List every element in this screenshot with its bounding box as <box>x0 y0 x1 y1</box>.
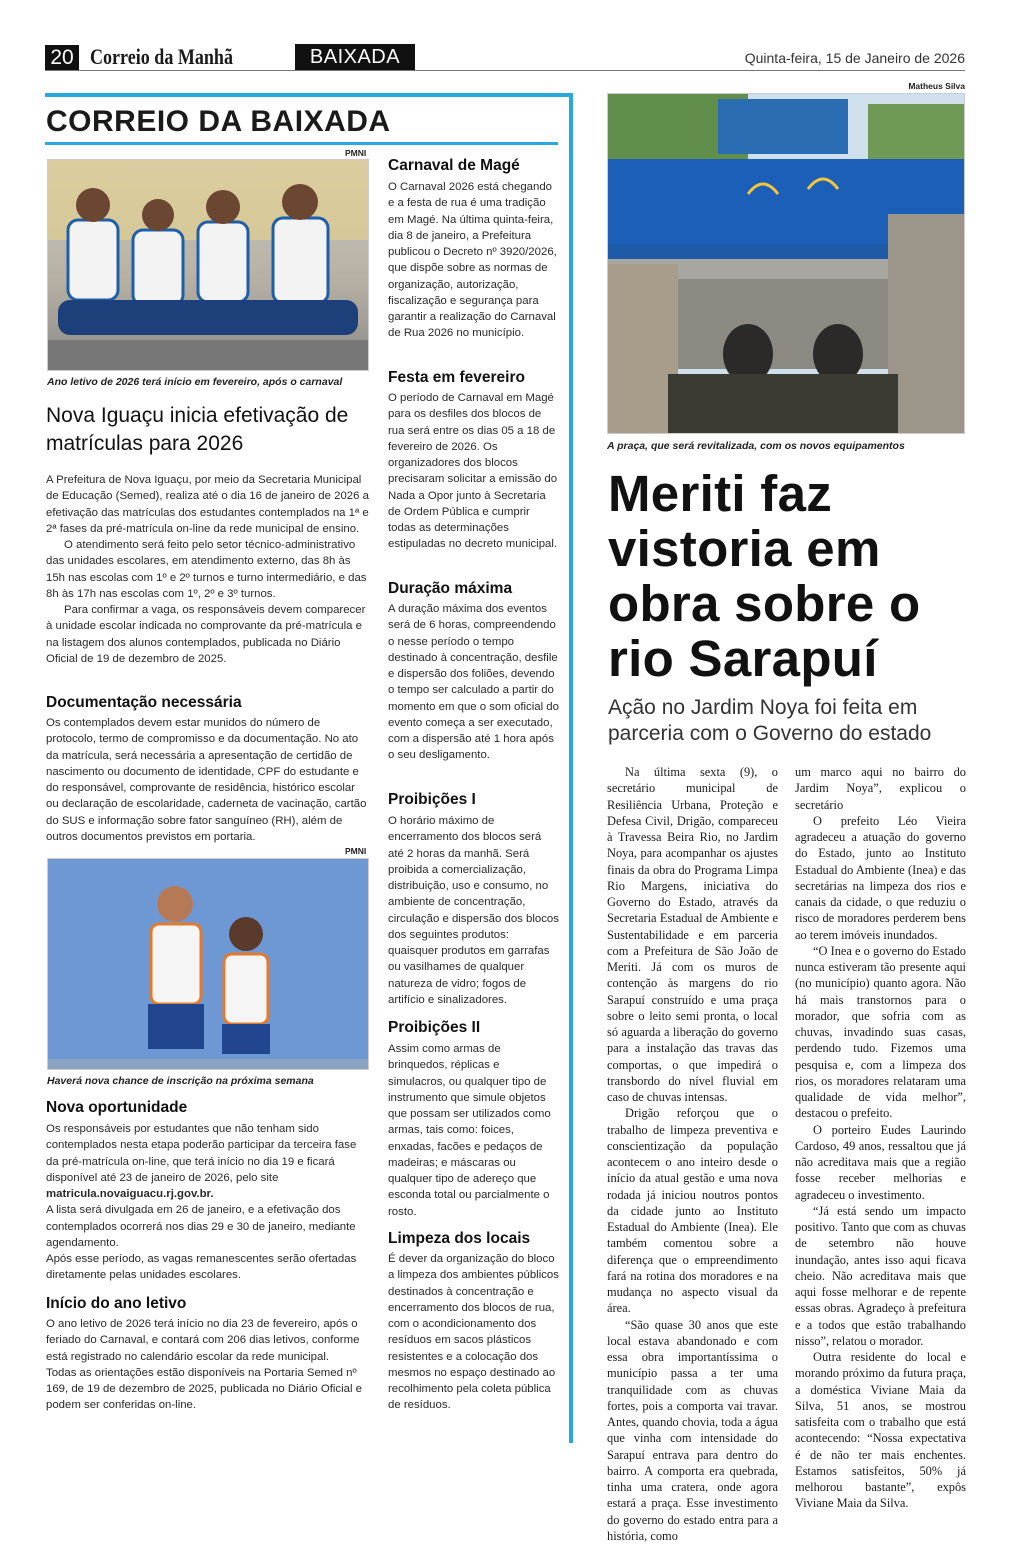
inicio-text <box>46 1316 370 1414</box>
photo-caption: Ano letivo de 2026 terá início em fevereiro, após o carnaval <box>47 376 342 388</box>
paragraph: O prefeito Léo Vieira agradeceu a atuação do governo do Estado, junto ao Instituto Estadual do Ambiente (Inea) e das secretárias na limpeza dos rios e canais da cidade, o que reduziu o risco de moradores perderem bens ao terem imóveis inundados. <box>795 813 966 943</box>
paragraph: É dever da organização do bloco a limpeza dos ambientes públicos destinados à concentração e encerramento dos blocos de rua, com o acondicionamento dos resíduos em sacos plásticos resistentes e a colocação dos mesmos no espaço destinado ao recolhimento pela coleta pública de resíduos. <box>388 1251 560 1414</box>
site-link[interactable]: matricula.novaiguacu.rj.gov.br. <box>46 1186 370 1202</box>
paragraph: “O Inea e o governo do Estado nunca estiveram tão presente aqui (no município) quanto agora. Não há mais transtornos para o morador, que sofria com as chuvas, invadindo suas casas, perdendo tudo. Fizemos uma pesquisa e, com a limpeza dos rios, os moradores relataram uma qualidade de vida melhor”, destacou o prefeito. <box>795 943 966 1122</box>
paragraph: Para confirmar a vaga, os responsáveis devem comparecer à unidade escolar indicada no comprovante da pré-matrícula e na listagem dos alunos contemplados, publicada no Diário Oficial de 19 de dezembro de 2025. <box>46 602 370 667</box>
subhead: Documentação necessária <box>46 694 242 712</box>
paragraph: O período de Carnaval em Magé para os desfiles dos blocos de rua será entre os dias 05 a 18 de fevereiro de 2026. Os organizadores dos blocos precisaram solicitar a emissão do Nada a Opor junto à Secretaria de Ordem Pública e cumprir todas as determinações estipuladas no decreto municipal. <box>388 390 560 553</box>
children-illustration <box>48 859 369 1070</box>
section-label: BAIXADA <box>295 44 415 71</box>
subhead: Festa em fevereiro <box>388 369 525 387</box>
issue-date: Quinta-feira, 15 de Janeiro de 2026 <box>745 50 965 66</box>
photo-credit: PMNI <box>345 846 366 856</box>
subhead: Proibições II <box>388 1019 480 1037</box>
paragraph: Todas as orientações estão disponíveis na Portaria Semed nº 169, de 19 de dezembro de 2025, publicada no Diário Oficial e podem ser conferidas on-line. <box>46 1365 370 1414</box>
subhead: Início do ano letivo <box>46 1295 186 1313</box>
paragraph: Após esse período, as vagas remanescentes serão ofertadas diretamente pelas unidades escolares. <box>46 1251 370 1284</box>
nova-oportunidade-text <box>46 1121 370 1284</box>
children-photo <box>47 858 369 1070</box>
paragraph: Drigão reforçou que o trabalho de limpeza preventiva e conscientização da população acontecem o ano inteiro desde o início da atual gestão e uma nova rodada já iniciou noutros pontos da cidade junto ao Instituto Estadual do Ambiente (Inea). Ele também comentou sobre a diferença que o empreendimento fará na rotina dos moradores e na mudança no aspecto visual da área. <box>607 1105 778 1316</box>
story-intro <box>46 472 370 667</box>
paragraph: A duração máxima dos eventos será de 6 horas, compreendendo o nesse período o tempo destinado à concentração, desfile e dispersão dos foliões, devendo o tempo ser calculado a partir do momento em que o som oficial do evento começa a ser executado, com a dispersão até 1 hora após o seu desligamento. <box>388 601 560 764</box>
paragraph: Outra residente do local e morando próximo da futura praça, a doméstica Viviane Maia da Silva, 51 anos, se mostrou satisfeita com o trabalho que está acontecendo: “Nossa expectativa é de não ter mais enchentes. Estamos satisfeitos, 50% já melhorou bastante”, expôs Viviane Maia da Silva. <box>795 1349 966 1512</box>
story-headline: Nova Iguaçu inicia efetivação de matrículas para 2026 <box>46 402 366 458</box>
box-title: CORREIO DA BAIXADA <box>46 105 391 139</box>
box-border-top <box>45 93 573 97</box>
box-border-right <box>569 93 573 1443</box>
paragraph: “Já está sendo um impacto positivo. Tanto que com as chuvas de setembro não houve inundação, antes isso aqui ficava cheio. Não acreditava mais que aqui fosse melhorar e de repente essas obras. Agradeço à prefeitura e a todos que estão trabalhando nisso”, relatou o morador. <box>795 1203 966 1349</box>
paragraph: O porteiro Eudes Laurindo Cardoso, 49 anos, ressaltou que já não acreditava mais que a região fosse receber melhorias e agradeceu o investimento. <box>795 1122 966 1203</box>
subhead: Limpeza dos locais <box>388 1230 530 1248</box>
paragraph: Assim como armas de brinquedos, réplicas e simulacros, ou qualquer tipo de instrumento que simule objetos que possam ser utilizados como armas, tais como: foices, enxadas, facões e pedaços de madeiras; e máscaras ou qualquer tipo de adereço que esconda total ou parcialmente o rosto. <box>388 1041 560 1220</box>
article-deck: Ação no Jardim Noya foi feita em parceria com o Governo do estado <box>608 695 968 747</box>
newspaper-logo: Correio da Manhã <box>90 44 233 70</box>
article-headline: Meriti faz vistoria em obra sobre o rio Sarapuí <box>608 466 968 686</box>
river-illustration <box>608 94 965 434</box>
article-column-1 <box>607 764 778 1544</box>
paragraph: Os contemplados devem estar munidos do número de protocolo, termo de compromisso e da documentação. No ato da matrícula, será necessária a apresentação de certidão de nascimento ou documento de identidade, CPF do estudante e do responsável, comprovante de residência, histórico escolar ou declaração de escolaridade, caderneta de vacinação, cartão do SUS e informação sobre fator sanguíneo (RH), além de outros documentos previstos em portaria. <box>46 715 370 845</box>
students-illustration <box>48 160 369 371</box>
box-title-underline <box>45 142 558 145</box>
subhead: Nova oportunidade <box>46 1099 187 1117</box>
river-works-photo <box>607 93 965 434</box>
page-number: 20 <box>45 45 79 70</box>
article-column-2 <box>795 764 966 1512</box>
paragraph: um marco aqui no bairro do Jardim Noya”, explicou o secretário <box>795 764 966 813</box>
paragraph: O ano letivo de 2026 terá início no dia 23 de fevereiro, após o feriado do Carnaval, e contará com 206 dias letivos, conforme está registrado no calendário escolar da rede municipal. <box>46 1316 370 1365</box>
photo-credit: Matheus Silva <box>908 81 965 91</box>
paragraph: O atendimento será feito pelo setor técnico-administrativo das unidades escolares, em atendimento externo, das 8h às 15h nas escolas com 1º e 2º turnos e turno intermediário, e das 8h às 17h nas escolas com 1º, 2º e 3º turnos. <box>46 537 370 602</box>
subhead: Carnaval de Magé <box>388 157 520 175</box>
paragraph: Na última sexta (9), o secretário municipal de Resiliência Urbana, Proteção e Defesa Civil, Drigão, compareceu à Travessa Beira Rio, no Jardim Noya, para acompanhar os ajustes finais da obra do Programa Limpa Rio Margens, iniciativa do Governo do Estado, através da Secretaria Estadual de Ambiente e Sustentabilidade e em parceria com a Prefeitura de São João de Meriti. Já com os muros de contenção às margens do rio Sarapuí construído e uma praça sobre o leito semi pronta, o local só aguarda a liberação do governo para a instalação das travas das comportas, o que impedirá o transbordo do nível fluvial em caso de chuvas intensas. <box>607 764 778 1105</box>
subhead: Proibições I <box>388 791 476 809</box>
photo-caption: A praça, que será revitalizada, com os novos equipamentos <box>607 440 905 452</box>
paragraph: O Carnaval 2026 está chegando e a festa de rua é uma tradição em Magé. Na última quinta-feira, dia 8 de janeiro, a Prefeitura publicou o Decreto nº 3920/2026, que dispõe sobre as normas de organização, autorização, fiscalização e segurança para garantir a realização do Carnaval de Rua 2026 no município. <box>388 179 560 342</box>
paragraph: A lista será divulgada em 26 de janeiro, e a efetivação dos contemplados ocorrerá nos dias 29 e 30 de janeiro, mediante agendamento. <box>46 1202 370 1251</box>
paragraph: A Prefeitura de Nova Iguaçu, por meio da Secretaria Municipal de Educação (Semed), realiza até o dia 16 de janeiro de 2026 a efetivação das matrículas dos estudantes contemplados na 1ª e 2ª fases da pré-matrícula on-line da rede municipal de ensino. <box>46 472 370 537</box>
paragraph: “São quase 30 anos que este local estava abandonado e com essa obra importantíssima o município passa a ter uma tranquilidade com as chuvas fortes, pois a comporta vai travar. Antes, quando chovia, toda a água que vinha com intensidade do Sarapuí entrava para dentro do bairro. A comporta era quebrada, tinha uma cratera, onde agora estará a praça. Esse investimento do governo do estado entra para a história, como <box>607 1317 778 1544</box>
paragraph: Os responsáveis por estudantes que não tenham sido contemplados nesta etapa poderão participar da terceira fase da pré-matrícula on-line, que terá início no dia 19 e ficará disponível até 23 de janeiro de 2026, pelo site <box>46 1121 370 1186</box>
photo-credit: PMNI <box>345 148 366 158</box>
header-rule <box>45 70 965 71</box>
paragraph: O horário máximo de encerramento dos blocos será até 2 horas da manhã. Será proibida a comercialização, distribuição, uso e consumo, no ambiente de concentração, circulação e dispersão dos blocos dos seguintes produtos: quaisquer produtos em garrafas ou vasilhames de qualquer natureza de vidro; fogos de artifício e sinalizadores. <box>388 813 560 1008</box>
subhead: Duração máxima <box>388 580 512 598</box>
students-photo <box>47 159 369 371</box>
photo-caption: Haverá nova chance de inscrição na próxima semana <box>47 1075 314 1087</box>
